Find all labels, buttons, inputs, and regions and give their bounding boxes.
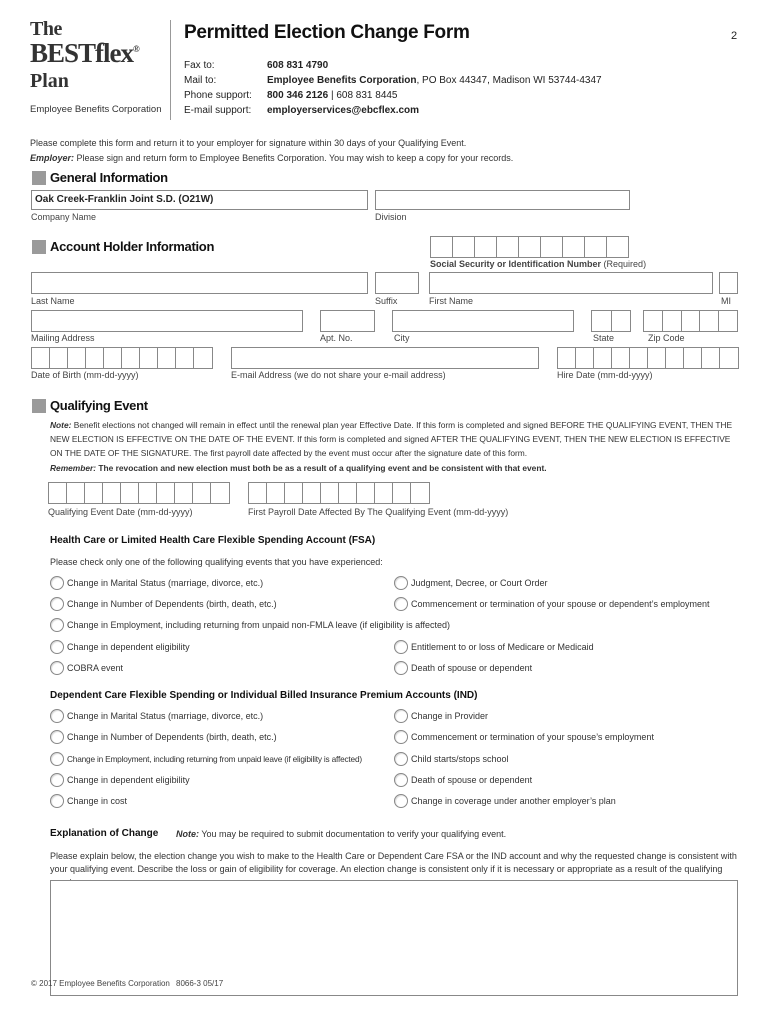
company-name-label: Company Name xyxy=(31,212,97,222)
radio-button[interactable] xyxy=(50,773,64,787)
logo-the: The xyxy=(30,18,62,40)
section-marker xyxy=(32,171,46,185)
fsa-option-death[interactable]: Death of spouse or dependent xyxy=(394,661,532,675)
dcfsa-option-spouse-employment[interactable]: Commencement or termination of your spouse’s employment xyxy=(394,730,654,744)
header-divider xyxy=(170,20,171,120)
dcfsa-option-marital[interactable]: Change in Marital Status (marriage, divorce, etc.) xyxy=(50,709,263,723)
dcfsa-option-school[interactable]: Child starts/stops school xyxy=(394,752,509,766)
state-label: State xyxy=(593,333,615,343)
explanation-note: Note: You may be required to submit documentation to verify your qualifying event. xyxy=(176,829,507,839)
email-label: E-mail Address (we do not share your e-mail address) xyxy=(231,370,446,380)
logo-subtitle: Employee Benefits Corporation xyxy=(30,104,162,115)
qualifying-note: Note: Benefit elections not changed will remain in effect until the renewal plan year Effective Date. If this form is completed and signed BEFORE THE QUALIFYING EVENT, THEN THE NEW ELECTION IS EFFECTIVE ON THE DATE OF THE EVENT. If this form is completed and signed AFTER THE QUALIFYING EVENT, THEN THE NEW ELECTION IS EFFECTIVE ON THE DATE OF THE SIGNATURE. The first payroll date affected by the event must occur after the signature date of this form. xyxy=(50,420,733,458)
radio-button[interactable] xyxy=(50,752,64,766)
zip-code-label: Zip Code xyxy=(648,333,685,343)
radio-button[interactable] xyxy=(394,576,408,590)
suffix-label: Suffix xyxy=(375,296,398,306)
radio-button[interactable] xyxy=(50,661,64,675)
radio-button[interactable] xyxy=(50,597,64,611)
fsa-option-spouse-employment[interactable]: Commencement or termination of your spouse or dependent’s employment xyxy=(394,597,710,611)
suffix-field[interactable] xyxy=(375,272,419,294)
dob-field[interactable] xyxy=(31,347,213,369)
fsa-instruction: Please check only one of the following qualifying events that you have experienced: xyxy=(50,557,383,567)
first-payroll-date-label: First Payroll Date Affected By The Qualifying Event (mm-dd-yyyy) xyxy=(248,507,509,517)
dcfsa-heading: Dependent Care Flexible Spending or Individual Billed Insurance Premium Accounts (IND) xyxy=(50,690,478,701)
dob-label: Date of Birth (mm-dd-yyyy) xyxy=(31,370,139,380)
intro-line-2: Employer: Please sign and return form to Employee Benefits Corporation. You may wish to keep a copy for your records. xyxy=(30,153,514,163)
page-number: 2 xyxy=(731,30,738,42)
radio-button[interactable] xyxy=(50,730,64,744)
radio-button[interactable] xyxy=(394,597,408,611)
dcfsa-option-provider[interactable]: Change in Provider xyxy=(394,709,488,723)
dcfsa-option-coverage[interactable]: Change in coverage under another employer’s plan xyxy=(394,794,616,808)
fsa-option-judgment[interactable]: Judgment, Decree, or Court Order xyxy=(394,576,548,590)
radio-button[interactable] xyxy=(394,709,408,723)
footer-form-id: 8066-3 05/17 xyxy=(176,979,224,988)
contact-block xyxy=(184,60,602,120)
contact-phone: Phone support: 800 346 2126 | 608 831 8445 xyxy=(184,90,398,101)
dcfsa-option-dependents[interactable]: Change in Number of Dependents (birth, death, etc.) xyxy=(50,730,277,744)
hire-date-field[interactable] xyxy=(557,347,739,369)
radio-button[interactable] xyxy=(394,661,408,675)
radio-button[interactable] xyxy=(394,640,408,654)
state-field[interactable] xyxy=(591,310,631,332)
fsa-option-marital[interactable]: Change in Marital Status (marriage, divorce, etc.) xyxy=(50,576,263,590)
fsa-option-medicare[interactable]: Entitlement to or loss of Medicare or Medicaid xyxy=(394,640,594,654)
radio-button[interactable] xyxy=(50,640,64,654)
radio-button[interactable] xyxy=(394,773,408,787)
footer-copyright: © 2017 Employee Benefits Corporation xyxy=(31,979,170,988)
radio-button[interactable] xyxy=(50,794,64,808)
page-title: Permitted Election Change Form xyxy=(184,22,470,43)
fsa-option-dependents[interactable]: Change in Number of Dependents (birth, death, etc.) xyxy=(50,597,277,611)
apt-no-field[interactable] xyxy=(320,310,375,332)
mi-label: MI xyxy=(721,296,731,306)
mi-field[interactable] xyxy=(719,272,738,294)
hire-date-label: Hire Date (mm-dd-yyyy) xyxy=(557,370,653,380)
fsa-option-cobra[interactable]: COBRA event xyxy=(50,661,123,675)
zip-code-field[interactable] xyxy=(643,310,738,332)
explanation-heading: Explanation of Change xyxy=(50,828,159,839)
first-name-label: First Name xyxy=(429,296,474,306)
email-field[interactable] xyxy=(231,347,539,369)
logo-bestflex: BESTflex® xyxy=(30,38,139,68)
qualifying-event-date-label: Qualifying Event Date (mm-dd-yyyy) xyxy=(48,507,193,517)
qualifying-event-date-field[interactable] xyxy=(48,482,230,504)
dcfsa-option-employment[interactable]: Change in Employment, including returning from unpaid leave (if eligibility is affected) xyxy=(50,752,362,766)
contact-mail: Mail to: Employee Benefits Corporation, PO Box 44347, Madison WI 53744-4347 xyxy=(184,75,602,86)
radio-button[interactable] xyxy=(394,794,408,808)
company-name-field[interactable]: Oak Creek-Franklin Joint S.D. (O21W) xyxy=(31,190,368,210)
radio-button[interactable] xyxy=(50,709,64,723)
first-payroll-date-field[interactable] xyxy=(248,482,430,504)
dcfsa-option-cost[interactable]: Change in cost xyxy=(50,794,127,808)
ssn-field[interactable] xyxy=(430,236,629,258)
first-name-field[interactable] xyxy=(429,272,713,294)
mailing-address-field[interactable] xyxy=(31,310,303,332)
intro-line-1: Please complete this form and return it to your employer for signature within 30 days of your Qualifying Event. xyxy=(30,138,467,148)
radio-button[interactable] xyxy=(394,752,408,766)
contact-fax: Fax to: 608 831 4790 xyxy=(184,60,329,71)
logo-plan: Plan xyxy=(30,70,69,92)
section-account-holder: Account Holder Information xyxy=(32,239,214,254)
fsa-heading: Health Care or Limited Health Care Flexible Spending Account (FSA) xyxy=(50,535,376,546)
section-general-information: General Information xyxy=(32,170,168,185)
radio-button[interactable] xyxy=(50,618,64,632)
fsa-option-dependent-eligibility[interactable]: Change in dependent eligibility xyxy=(50,640,190,654)
ssn-label: Social Security or Identification Number (Required) xyxy=(430,259,647,269)
last-name-field[interactable] xyxy=(31,272,368,294)
contact-email: E-mail support: employerservices@ebcflex.com xyxy=(184,105,420,116)
qualifying-remember: Remember: The revocation and new election must both be as a result of a qualifying event and be consistent with that event. xyxy=(50,463,547,473)
last-name-label: Last Name xyxy=(31,296,75,306)
section-marker xyxy=(32,399,46,413)
apt-no-label: Apt. No. xyxy=(320,333,353,343)
radio-button[interactable] xyxy=(50,576,64,590)
city-label: City xyxy=(394,333,410,343)
division-field[interactable] xyxy=(375,190,630,210)
section-qualifying-event: Qualifying Event xyxy=(32,398,148,413)
radio-button[interactable] xyxy=(394,730,408,744)
fsa-option-employment[interactable]: Change in Employment, including returning from unpaid non-FMLA leave (if eligibility is affected) xyxy=(50,618,450,632)
section-marker xyxy=(32,240,46,254)
dcfsa-option-dependent-eligibility[interactable]: Change in dependent eligibility xyxy=(50,773,190,787)
division-label: Division xyxy=(375,212,407,222)
city-field[interactable] xyxy=(392,310,574,332)
mailing-address-label: Mailing Address xyxy=(31,333,95,343)
explanation-instructions: Please explain below, the election change you wish to make to the Health Care or Dependent Care FSA or the IND account and why the requested change is consistent with your qualifying event. Describe the loss or gain of eligibility for coverage. An election change is consistent only if it is necessary or appropriate as a result of the qualifying xyxy=(50,851,737,874)
dcfsa-option-death[interactable]: Death of spouse or dependent xyxy=(394,773,532,787)
